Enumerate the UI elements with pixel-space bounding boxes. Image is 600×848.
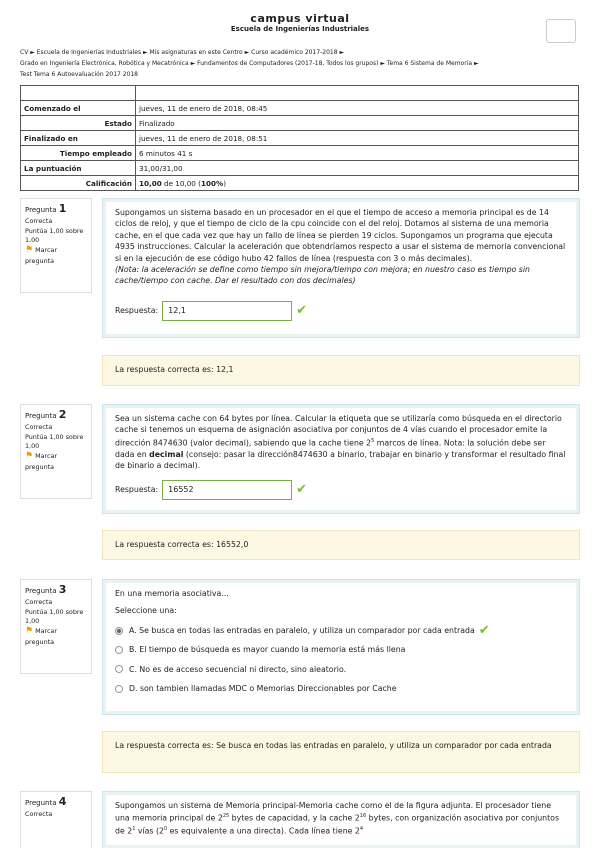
option-c[interactable]: C. No es de acceso secuencial ni directo, sino aleatorio. <box>115 664 567 675</box>
select-one-label: Seleccione una: <box>115 606 177 616</box>
started-label: Comenzado el <box>21 101 136 116</box>
question-points: Puntúa 1,00 sobre 1,00 <box>25 608 84 625</box>
answer-label: Respuesta: <box>115 484 159 494</box>
question-1-note: (Nota: la aceleración se define como tiempo sin mejora/tiempo con mejora; en nuestro caso es tiempo sin cache/tiempo con cache. Dar el resultado con dos decimales) <box>115 265 530 286</box>
answer-label: Respuesta: <box>115 306 159 316</box>
question-2-feedback: La respuesta correcta es: 16552,0 <box>102 530 580 560</box>
site-title[interactable]: campus virtual <box>250 12 350 25</box>
flag-question[interactable]: ⚑ Marcar pregunta <box>25 626 58 646</box>
question-1-text: Supongamos un sistema basado en un procesador en el que el tiempo de acceso a memoria principal es de 14 ciclos de reloj, y que el tiempo de ciclo de la cpu coincide con el del reloj. Dotamos al sistema de una memoria cache, en el que cada vez que hay un fallo de línea se pierden 19 ciclos. Supongamos un programa que ejecuta 4935 instrucciones. Calcular la aceleración que obtendríamos respecto a usar el sistema de memoria convencional si en la ejecución de ese código hubo 42 fallos de línea (respuesta con 3 o más decimales). <box>115 208 566 263</box>
radio-d[interactable] <box>115 685 123 693</box>
state-value: Finalizado <box>136 116 579 131</box>
score-value: 31,00/31,00 <box>136 161 579 176</box>
option-a[interactable]: A. Se busca en todas las entradas en paralelo, y utiliza un comparador por cada entrada ✔ <box>115 625 567 636</box>
finished-label: Finalizado en <box>21 131 136 146</box>
question-points: Puntúa 1,00 sobre 1,00 <box>25 433 84 450</box>
breadcrumb-line-2[interactable]: Grado en Ingeniería Electrónica, Robótica y Mecatrónica ► Fundamentos de Computadores (2017-18, Todos los grupos) ► Tema 6 Sistema de Memoria ► <box>20 60 479 67</box>
state-label: Estado <box>21 116 136 131</box>
finished-value: jueves, 11 de enero de 2018, 08:51 <box>136 131 579 146</box>
option-b[interactable]: B. El tiempo de búsqueda es mayor cuando la memoria está más llena <box>115 644 567 655</box>
grade-label: Calificación <box>21 176 136 191</box>
flag-question[interactable]: ⚑ Marcar pregunta <box>25 451 58 471</box>
question-4-box <box>102 791 580 848</box>
check-icon: ✔ <box>296 303 308 319</box>
time-label: Tiempo empleado <box>21 146 136 161</box>
radio-c[interactable] <box>115 665 123 673</box>
option-d[interactable]: D. son tambien llamadas MDC o Memorias Direccionables por Cache <box>115 683 567 694</box>
question-1-answer-input[interactable]: 12,1 <box>162 301 292 321</box>
site-header <box>0 12 600 33</box>
question-2-info: Pregunta 2 Correcta Puntúa 1,00 sobre 1,00 ⚑ Marcar pregunta <box>20 404 92 499</box>
question-status: Correcta <box>25 598 53 606</box>
question-status: Correcta <box>25 217 53 225</box>
score-label: La puntuación <box>21 161 136 176</box>
attempt-summary <box>20 85 579 191</box>
flag-icon: ⚑ <box>25 626 34 636</box>
radio-a[interactable] <box>115 627 123 635</box>
flag-icon: ⚑ <box>25 451 34 461</box>
question-status: Correcta <box>25 423 53 431</box>
radio-b[interactable] <box>115 646 123 654</box>
question-2-text: Sea un sistema cache con 64 bytes por línea. Calcular la etiqueta que se utilizaría como búsqueda en el directorio cache si tenemos un esquema de asignación asociativa por conjuntos de 4 vías cuando el procesador emite la dirección 8474630 (valor decimal), sabiendo que la cache tiene $2^5$ marcos de línea. Nota: la solución debe ser dada en decimal (consejo: pasar la dirección8474630 a binario, trabajar en binario y transformar el resultado final de binario a decimal). <box>115 414 566 471</box>
time-value: 6 minutos 41 s <box>136 146 579 161</box>
question-1-feedback: La respuesta correcta es: 12,1 <box>102 355 580 386</box>
started-value: jueves, 11 de enero de 2018, 08:45 <box>136 101 579 116</box>
question-3-text: En una memoria asociativa... <box>115 589 229 598</box>
question-3-box <box>102 579 580 715</box>
question-2-answer-input[interactable]: 16552 <box>162 480 292 500</box>
user-menu-button[interactable] <box>546 19 576 43</box>
question-2-box <box>102 404 580 514</box>
breadcrumb-line-1[interactable]: CV ► Escuela de Ingenierías Industriales ► Mis asignaturas en este Centro ► Curso académico 2017-2018 ► <box>20 49 345 56</box>
question-4-text: Supongamos un sistema de Memoria principal-Memoria cache como el de la figura adjunta. El procesador tiene una memoria principal de $2^{25}$ bytes de capacidad, y la cache $2^{16}$ bytes, con organización asociativa por conjuntos de $2^1$ vías ($2^0$ es equivalente a una directa). Cada línea tiene $2^4$ <box>115 801 560 836</box>
question-1-box <box>102 198 580 338</box>
question-4-info: Pregunta 4 Correcta <box>20 791 92 848</box>
school-name: Escuela de Ingenierías Industriales <box>230 25 370 33</box>
question-points: Puntúa 1,00 sobre 1,00 <box>25 227 84 244</box>
question-1-info: Pregunta 1 Correcta Puntúa 1,00 sobre 1,00 ⚑ Marcar pregunta <box>20 198 92 293</box>
flag-icon: ⚑ <box>25 245 34 255</box>
flag-question[interactable]: ⚑ Marcar pregunta <box>25 245 58 265</box>
check-icon: ✔ <box>478 622 490 638</box>
question-3-feedback: La respuesta correcta es: Se busca en todas las entradas en paralelo, y utiliza un comparador por cada entrada <box>102 731 580 773</box>
grade-value: 10,00 de 10,00 (100%) <box>136 176 579 191</box>
breadcrumb-line-3[interactable]: Test Tema 6 Autoevaluación 2017 2018 <box>20 71 139 78</box>
check-icon: ✔ <box>296 481 308 497</box>
breadcrumb <box>20 47 585 80</box>
question-3-info: Pregunta 3 Correcta Puntúa 1,00 sobre 1,00 ⚑ Marcar pregunta <box>20 579 92 674</box>
question-status: Correcta <box>25 810 53 818</box>
